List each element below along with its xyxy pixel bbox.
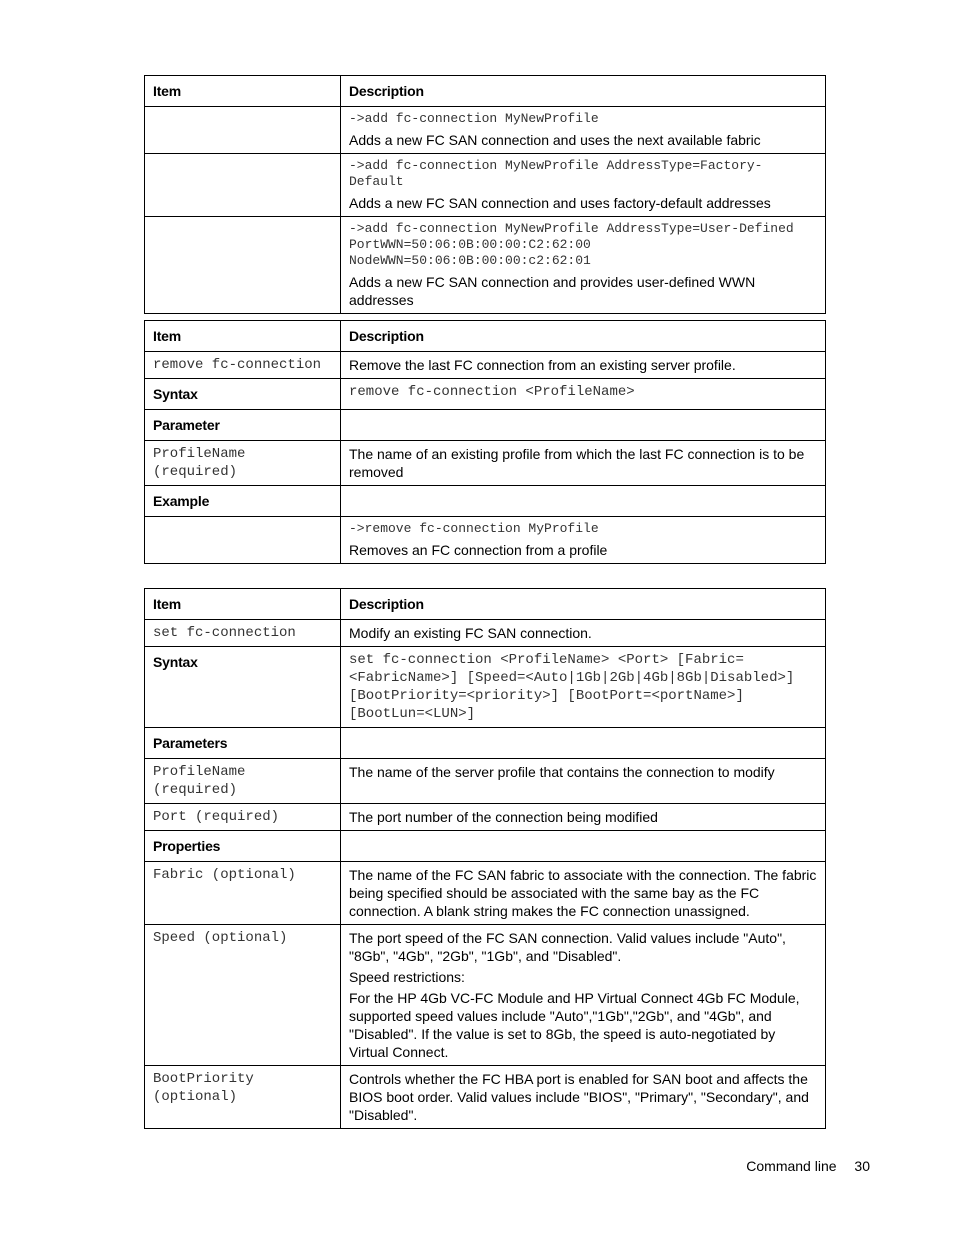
parameters-label: Parameters bbox=[145, 728, 341, 759]
item-column-header: Item bbox=[145, 589, 341, 620]
table-header-row bbox=[145, 589, 826, 620]
example-command: ->add fc-connection MyNewProfile AddressType=User-Defined PortWWN=50:06:0B:00:00:C2:62:00 NodeWWN=50:06:0B:00:00:c2:62:01 bbox=[349, 221, 794, 268]
property-name: Fabric (optional) bbox=[145, 862, 341, 925]
item-cell bbox=[145, 217, 341, 314]
command-description: Remove the last FC connection from an existing server profile. bbox=[341, 352, 826, 379]
item-column-header: Item bbox=[145, 76, 341, 107]
syntax-value: set fc-connection <ProfileName> <Port> [Fabric=<FabricName>] [Speed=<Auto|1Gb|2Gb|4Gb|8Gb|Disabled>] [BootPriority=<priority>] [BootPort=<portName>] [BootLun=<LUN>] bbox=[341, 647, 826, 728]
parameter-row bbox=[145, 759, 826, 804]
parameter-name: ProfileName (required) bbox=[145, 441, 341, 486]
page-footer bbox=[746, 1158, 870, 1174]
section-row bbox=[145, 831, 826, 862]
footer-section-title: Command line bbox=[746, 1158, 837, 1174]
command-name: set fc-connection bbox=[145, 620, 341, 647]
speed-description: The port speed of the FC SAN connection. Valid values include "Auto", "8Gb", "4Gb", "2Gb", "1Gb", and "Disabled". bbox=[349, 930, 786, 964]
speed-restrictions-text: For the HP 4Gb VC-FC Module and HP Virtual Connect 4Gb FC Module, supported speed values include "Auto","1Gb","2Gb", and "4Gb", and "Disabled". If the value is set to 8Gb, the speed is auto-negotiated by Virtual Connect. bbox=[349, 990, 800, 1060]
example-command: ->add fc-connection MyNewProfile AddressType=Factory-Default bbox=[349, 158, 763, 189]
table-row bbox=[145, 154, 826, 217]
table-row bbox=[145, 107, 826, 154]
parameter-label: Parameter bbox=[145, 410, 341, 441]
command-description: Modify an existing FC SAN connection. bbox=[341, 620, 826, 647]
syntax-value: remove fc-connection <ProfileName> bbox=[341, 379, 826, 410]
property-name: Speed (optional) bbox=[145, 925, 341, 1066]
parameter-description: The name of the server profile that contains the connection to modify bbox=[341, 759, 826, 804]
property-row bbox=[145, 925, 826, 1066]
parameter-name: Port (required) bbox=[145, 804, 341, 831]
syntax-row bbox=[145, 379, 826, 410]
remove-fc-connection-table bbox=[144, 320, 826, 564]
item-cell bbox=[145, 107, 341, 154]
description-cell bbox=[341, 154, 826, 217]
section-row bbox=[145, 728, 826, 759]
empty-cell bbox=[341, 486, 826, 517]
speed-restrictions-heading: Speed restrictions: bbox=[349, 969, 465, 985]
example-command: ->add fc-connection MyNewProfile bbox=[349, 111, 599, 126]
property-description: The name of the FC SAN fabric to associate with the connection. The fabric being specified should be associated with the same bay as the FC connection. A blank string makes the FC connection unassigned. bbox=[341, 862, 826, 925]
example-label: Example bbox=[145, 486, 341, 517]
command-row bbox=[145, 620, 826, 647]
item-cell bbox=[145, 154, 341, 217]
empty-cell bbox=[341, 831, 826, 862]
property-row bbox=[145, 862, 826, 925]
example-description: Adds a new FC SAN connection and uses factory-default addresses bbox=[349, 195, 771, 211]
description-cell bbox=[341, 217, 826, 314]
syntax-label: Syntax bbox=[145, 647, 341, 728]
item-column-header: Item bbox=[145, 321, 341, 352]
parameter-description: The port number of the connection being modified bbox=[341, 804, 826, 831]
property-description bbox=[341, 925, 826, 1066]
example-row bbox=[145, 517, 826, 564]
property-name: BootPriority (optional) bbox=[145, 1066, 341, 1129]
empty-cell bbox=[341, 410, 826, 441]
parameter-name: ProfileName (required) bbox=[145, 759, 341, 804]
table-row bbox=[145, 217, 826, 314]
example-description: Adds a new FC SAN connection and provides user-defined WWN addresses bbox=[349, 274, 756, 308]
description-column-header: Description bbox=[341, 589, 826, 620]
empty-cell bbox=[145, 517, 341, 564]
page-number: 30 bbox=[854, 1158, 870, 1174]
property-description: Controls whether the FC HBA port is enabled for SAN boot and affects the BIOS boot order. Valid values include "BIOS", "Primary", "Secondary", and "Disabled". bbox=[341, 1066, 826, 1129]
example-description: Removes an FC connection from a profile bbox=[349, 542, 608, 558]
properties-label: Properties bbox=[145, 831, 341, 862]
example-command: ->remove fc-connection MyProfile bbox=[349, 521, 599, 536]
parameter-row bbox=[145, 804, 826, 831]
section-row bbox=[145, 486, 826, 517]
description-column-header: Description bbox=[341, 76, 826, 107]
description-column-header: Description bbox=[341, 321, 826, 352]
empty-cell bbox=[341, 728, 826, 759]
table-header-row bbox=[145, 321, 826, 352]
parameter-description: The name of an existing profile from which the last FC connection is to be removed bbox=[341, 441, 826, 486]
example-cell bbox=[341, 517, 826, 564]
property-row bbox=[145, 1066, 826, 1129]
syntax-label: Syntax bbox=[145, 379, 341, 410]
command-row bbox=[145, 352, 826, 379]
syntax-row bbox=[145, 647, 826, 728]
command-name: remove fc-connection bbox=[145, 352, 341, 379]
table-header-row bbox=[145, 76, 826, 107]
section-row bbox=[145, 410, 826, 441]
description-cell bbox=[341, 107, 826, 154]
add-fc-connection-examples-table bbox=[144, 75, 826, 314]
example-description: Adds a new FC SAN connection and uses the next available fabric bbox=[349, 132, 761, 148]
parameter-row bbox=[145, 441, 826, 486]
set-fc-connection-table bbox=[144, 588, 826, 1129]
